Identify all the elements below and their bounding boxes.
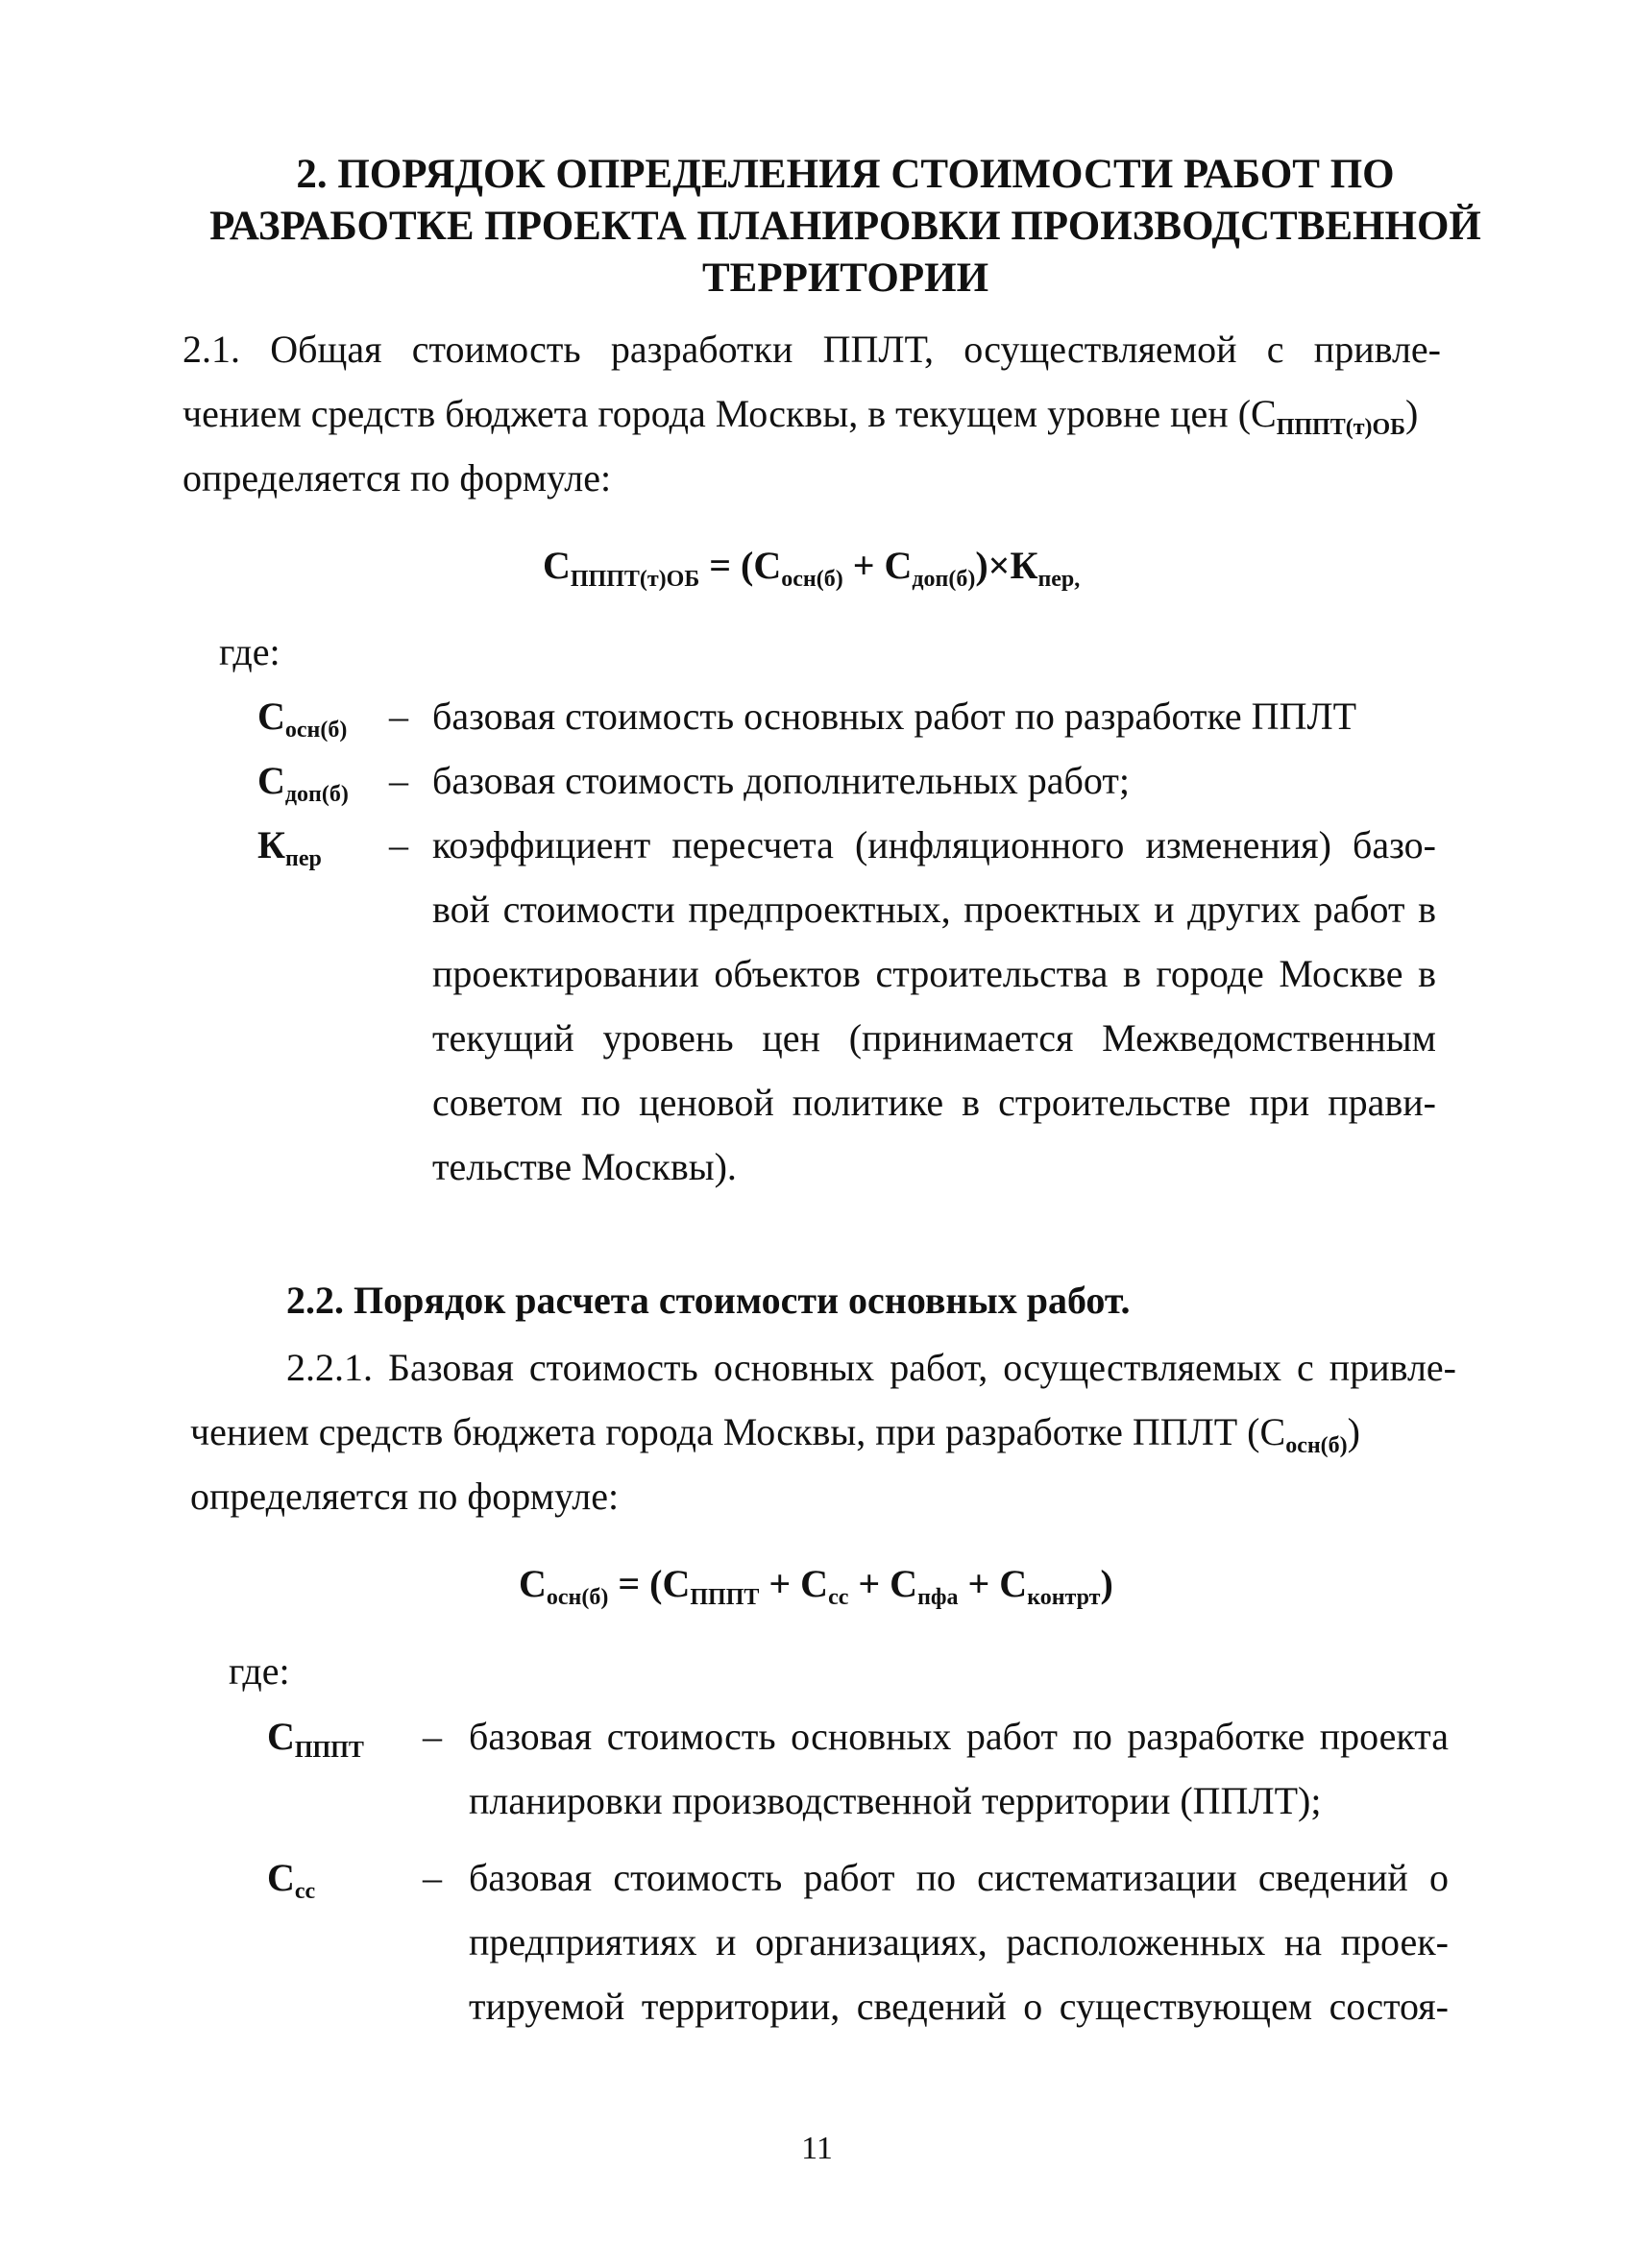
formula-term: С (543, 544, 571, 587)
symbol-subscript: сс (294, 1879, 316, 1904)
para-2-2-1-line-3: определяется по формуле: (190, 1475, 620, 1518)
def-text: советом по ценовой политике в строительстве при прави- (432, 1081, 1436, 1124)
para-2-1-line-1: 2.1. Общая стоимость разработки ППЛТ, осуществляемой с привле- (183, 328, 1441, 371)
formula-term: = (С (608, 1562, 691, 1605)
symbol-letter: С (267, 1715, 295, 1758)
symbol-letter: С (267, 1856, 295, 1899)
formula-term: + С (848, 1562, 918, 1605)
def-text: базовая стоимость основных работ по разработке проекта (469, 1715, 1449, 1758)
subsection-title: 2.2. Порядок расчета стоимости основных работ. (286, 1279, 1131, 1322)
formula-term: + С (958, 1562, 1028, 1605)
heading-line-3: ТЕРРИТОРИИ (701, 256, 989, 301)
def-symbol (267, 1714, 364, 1764)
def-text: базовая стоимость дополнительных работ; (432, 759, 1130, 802)
where-label-2: где: (229, 1649, 290, 1693)
symbol-letter: С (257, 759, 285, 802)
symbol-letter: С (257, 695, 285, 738)
para-2-2-1-line-2-text: чением средств бюджета города Москвы, при разработке ППЛТ (С (190, 1410, 1286, 1453)
formula-subscript: контрт (1027, 1585, 1101, 1610)
def-dash: – (389, 759, 408, 802)
subscript: осн(б) (1285, 1433, 1348, 1458)
formula-base-cost (519, 1561, 1113, 1611)
para-2-1-line-3: определяется по формуле: (183, 456, 612, 500)
formula-term: + С (759, 1562, 829, 1605)
formula-subscript: ПППТ(т)ОБ (570, 567, 700, 592)
def-dash: – (389, 823, 408, 866)
def-text: текущий уровень цен (принимается Межведомственным (432, 1016, 1436, 1060)
def-text: проектировании объектов строительства в городе Москве в (432, 952, 1436, 995)
formula-subscript: осн(б) (546, 1585, 609, 1610)
def-symbol (257, 694, 347, 744)
def-symbol (257, 758, 349, 808)
formula-term: + С (842, 544, 913, 587)
formula-total-cost (543, 543, 1080, 593)
def-text: планировки производственной территории (ППЛТ); (469, 1779, 1322, 1822)
def-text: тельстве Москвы). (432, 1145, 737, 1188)
para-2-2-1-line-1: 2.2.1. Базовая стоимость основных работ, осуществляемых с привле- (286, 1346, 1456, 1389)
def-text: предприятиях и организациях, расположенных на проек- (469, 1920, 1449, 1963)
def-dash: – (423, 1715, 442, 1758)
formula-subscript: осн(б) (781, 567, 843, 592)
formula-subscript: ПППТ (690, 1585, 760, 1610)
def-text: базовая стоимость основных работ по разработке ППЛТ (432, 695, 1357, 738)
para-2-2-1-line-2 (190, 1409, 1468, 1459)
para-2-1-line-2-end: ) (1405, 392, 1419, 435)
symbol-subscript: пер (285, 846, 322, 871)
section-heading (144, 149, 1547, 305)
formula-subscript: пер, (1037, 567, 1081, 592)
subscript: ПППТ(т)ОБ (1276, 415, 1406, 440)
def-dash: – (389, 695, 408, 738)
formula-subscript: доп(б) (912, 567, 976, 592)
def-text: коэффициент пересчета (инфляционного изменения) базо- (432, 823, 1436, 866)
page-number: 11 (801, 2131, 833, 2166)
heading-line-2: РАЗРАБОТКЕ ПРОЕКТА ПЛАНИРОВКИ ПРОИЗВОДСТВЕННОЙ (209, 204, 1481, 249)
symbol-letter: К (257, 823, 286, 866)
formula-term: ) (1100, 1562, 1113, 1605)
def-symbol (267, 1855, 315, 1905)
para-2-2-1-line-2-end: ) (1347, 1410, 1360, 1453)
where-label-1: где: (219, 630, 280, 673)
def-text: базовая стоимость работ по систематизации сведений о (469, 1856, 1449, 1899)
formula-subscript: сс (828, 1585, 849, 1610)
def-symbol (257, 822, 322, 872)
para-2-1-line-2-text: чением средств бюджета города Москвы, в текущем уровне цен (С (183, 392, 1277, 435)
formula-term: С (519, 1562, 547, 1605)
def-text: вой стоимости предпроектных, проектных и других работ в (432, 888, 1436, 931)
formula-term: )×К (975, 544, 1038, 587)
heading-line-1: 2. ПОРЯДОК ОПРЕДЕЛЕНИЯ СТОИМОСТИ РАБОТ ПО (296, 152, 1395, 197)
formula-term: = (С (699, 544, 782, 587)
def-dash: – (423, 1856, 442, 1899)
symbol-subscript: доп(б) (284, 782, 349, 807)
def-text: тируемой территории, сведений о существующем состоя- (469, 1985, 1449, 2028)
symbol-subscript: осн(б) (284, 718, 348, 743)
para-2-1-line-2 (183, 391, 1451, 441)
formula-subscript: пфа (917, 1585, 959, 1610)
symbol-subscript: ПППТ (294, 1738, 364, 1763)
